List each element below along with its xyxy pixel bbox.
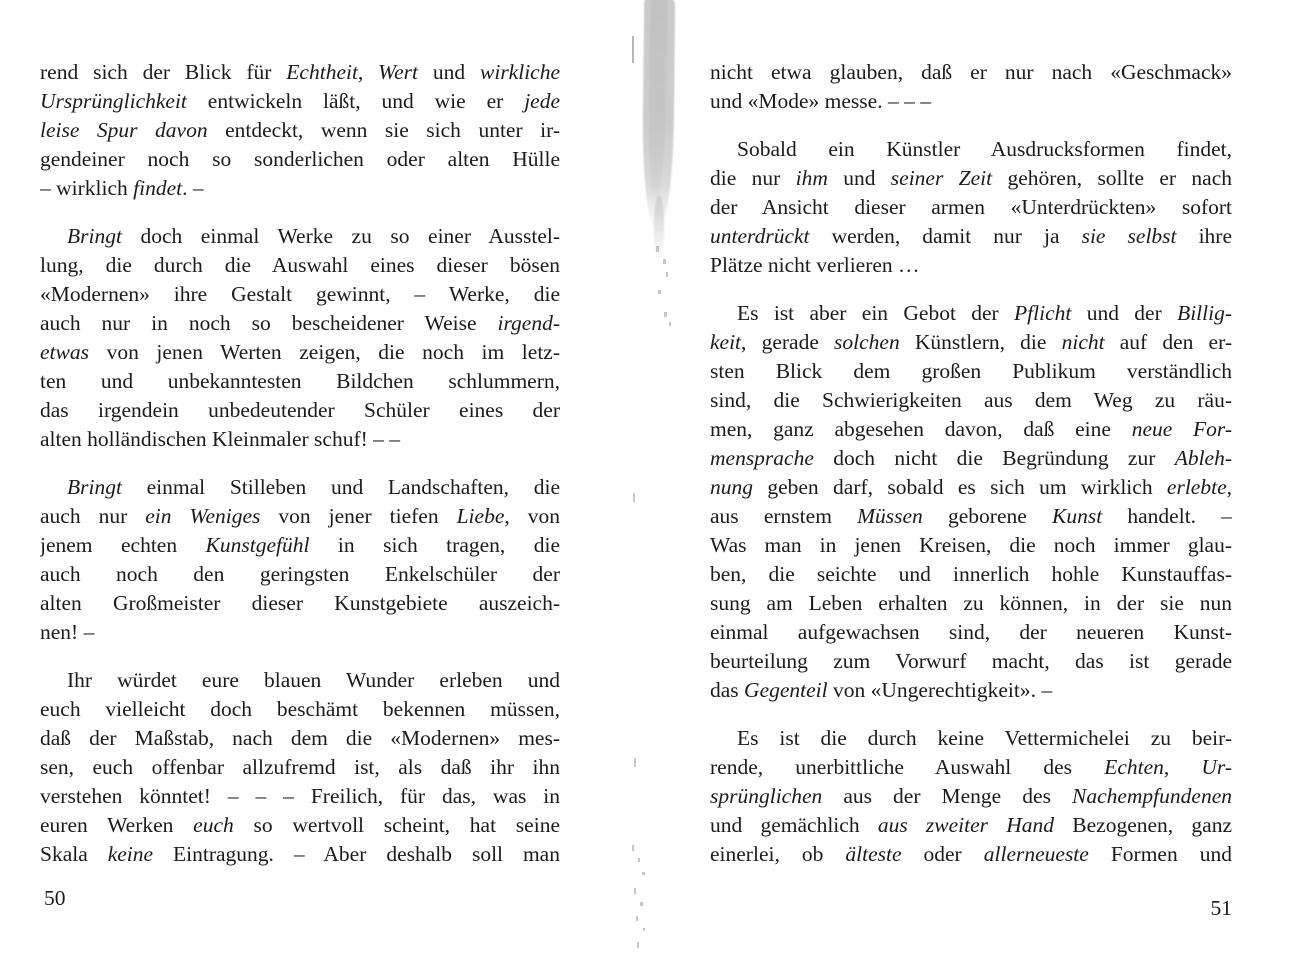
text-line: jenem echten Kunstgefühl in sich tragen, die — [40, 533, 560, 557]
paragraph — [710, 299, 1232, 705]
text-line: Sobald ein Künstler Ausdrucksformen findet, — [737, 137, 1232, 161]
scan-speck — [638, 858, 640, 862]
text-line: sind, die Schwierigkeiten aus dem Weg zu räu- — [710, 388, 1232, 412]
scan-speck — [633, 493, 635, 502]
text-line: rend sich der Blick für Echtheit, Wert und wirkliche — [40, 60, 560, 84]
text-line: sprünglichen aus der Menge des Nachempfundenen — [710, 784, 1232, 808]
text-line: leise Spur davon entdeckt, wenn sie sich unter ir- — [40, 118, 560, 142]
text-line: keit, gerade solchen Künstlern, die nicht auf den er- — [710, 330, 1232, 354]
text-line: das Gegenteil von «Ungerechtigkeit». – — [710, 678, 1053, 702]
scan-speck — [669, 322, 671, 326]
text-line: rende, unerbittliche Auswahl des Echten, Ur- — [710, 755, 1232, 779]
scan-speck — [666, 272, 668, 277]
scan-speck — [634, 758, 636, 767]
page-number-right: 51 — [1210, 896, 1232, 920]
text-line: nen! – — [40, 620, 95, 644]
text-line: sten Blick dem großen Publikum verständlich — [710, 359, 1232, 383]
text-line: – wirklich findet. – — [40, 176, 204, 200]
scan-speck — [642, 872, 645, 875]
text-line: verstehen könntet! – – – Freilich, für das, was in — [40, 784, 560, 808]
scan-speck — [634, 888, 636, 894]
text-line: alten Großmeister dieser Kunstgebiete auszeich- — [40, 591, 560, 615]
paragraph — [40, 58, 560, 203]
paragraph — [40, 473, 560, 647]
gutter-smudge — [642, 0, 675, 230]
scan-speck — [664, 312, 667, 317]
text-line: nung geben darf, sobald es sich um wirklich erlebte, — [710, 475, 1232, 499]
text-line: Bringt einmal Stilleben und Landschaften, die — [67, 475, 560, 499]
text-line: aus ernstem Müssen geborene Kunst handelt. – — [710, 504, 1232, 528]
text-line: und «Mode» messe. – – – — [710, 89, 931, 113]
text-line: lung, die durch die Auswahl eines dieser bösen — [40, 253, 560, 277]
text-line: ten und unbekanntesten Bildchen schlummern, — [40, 369, 560, 393]
text-line: der Ansicht dieser armen «Unterdrückten» sofort — [710, 195, 1232, 219]
text-line: das irgendein unbedeutender Schüler eines der — [40, 398, 560, 422]
text-line: und gemächlich aus zweiter Hand Bezogenen, ganz — [710, 813, 1232, 837]
scan-speck — [663, 259, 666, 264]
paragraph — [710, 58, 1232, 116]
text-line: euch vielleicht doch beschämt bekennen müssen, — [40, 697, 560, 721]
text-line: auch nur in noch so bescheidener Weise irgend- — [40, 311, 560, 335]
text-line: die nur ihm und seiner Zeit gehören, sollte er nach — [710, 166, 1232, 190]
text-line: auch noch den geringsten Enkelschüler der — [40, 562, 560, 586]
gutter-smudge — [647, 0, 668, 204]
text-line: einmal aufgewachsen sind, der neueren Kunst- — [710, 620, 1232, 644]
scan-speck — [636, 916, 638, 921]
page-right-text-column — [710, 58, 1232, 869]
paragraph — [40, 666, 560, 869]
text-line: Was man in jenen Kreisen, die noch immer glau- — [710, 533, 1232, 557]
text-line: nicht etwa glauben, daß er nur nach «Geschmack» — [710, 60, 1232, 84]
text-line: sen, euch offenbar allzufremd ist, als daß ihr ihn — [40, 755, 560, 779]
text-line: men, ganz abgesehen davon, daß eine neue For- — [710, 417, 1232, 441]
text-line: Skala keine Eintragung. – Aber deshalb soll man — [40, 842, 560, 866]
text-line: Plätze nicht verlieren … — [710, 253, 920, 277]
paragraph — [40, 222, 560, 454]
text-line: Ursprünglichkeit entwickeln läßt, und wie er jede — [40, 89, 560, 113]
text-line: «Modernen» ihre Gestalt gewinnt, – Werke, die — [40, 282, 560, 306]
scan-speck — [637, 942, 639, 948]
text-line: unterdrückt werden, damit nur ja sie selbst ihre — [710, 224, 1232, 248]
text-line: etwas von jenen Werten zeigen, die noch im letz- — [40, 340, 560, 364]
page-number-left: 50 — [44, 886, 66, 910]
scan-speck — [632, 845, 634, 851]
text-line: daß der Maßstab, nach dem die «Modernen» mes- — [40, 726, 560, 750]
text-line: gendeiner noch so sonderlichen oder alten Hülle — [40, 147, 560, 171]
text-line: Ihr würdet eure blauen Wunder erleben und — [67, 668, 560, 692]
text-line: einerlei, ob älteste oder allerneueste Formen und — [710, 842, 1232, 866]
text-line: euren Werken euch so wertvoll scheint, hat seine — [40, 813, 560, 837]
text-line: alten holländischen Kleinmaler schuf! – – — [40, 427, 401, 451]
text-line: Bringt doch einmal Werke zu so einer Ausstel- — [67, 224, 560, 248]
gutter-smudge-line — [632, 36, 634, 63]
text-line: Es ist aber ein Gebot der Pflicht und der Billig- — [737, 301, 1232, 325]
scan-speck — [643, 928, 645, 931]
scan-speck — [656, 246, 659, 252]
paragraph — [710, 724, 1232, 869]
scan-speck — [640, 902, 643, 906]
text-line: mensprache doch nicht die Begründung zur Ableh- — [710, 446, 1232, 470]
text-line: auch nur ein Weniges von jener tiefen Liebe, von — [40, 504, 560, 528]
text-line: beurteilung zum Vorwurf macht, das ist gerade — [710, 649, 1232, 673]
text-line: ben, die seichte und innerlich hohle Kunstauffas- — [710, 562, 1232, 586]
paragraph — [710, 135, 1232, 280]
text-line: sung am Leben erhalten zu können, in der sie nun — [710, 591, 1232, 615]
gutter-smudge — [654, 196, 664, 260]
scan-speck — [658, 290, 661, 294]
page-left-text-column — [40, 58, 560, 869]
text-line: Es ist die durch keine Vettermichelei zu beir- — [737, 726, 1232, 750]
